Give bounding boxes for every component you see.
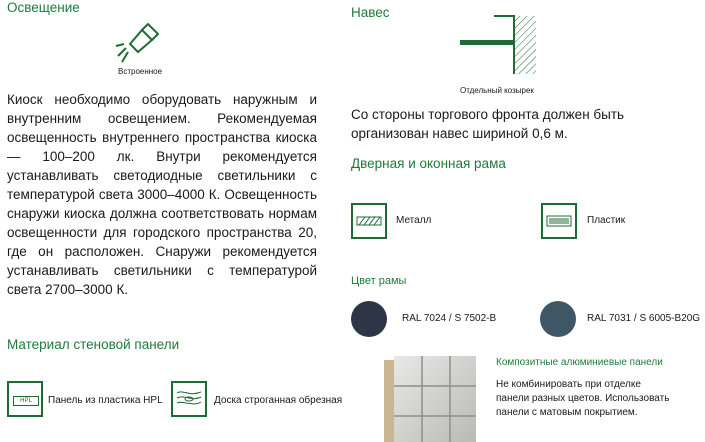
plastic-lines-icon — [541, 203, 577, 239]
lighting-heading: Освещение — [7, 0, 80, 15]
canopy-icon — [458, 14, 538, 76]
color-swatch-7024 — [351, 301, 387, 337]
lighting-text: Киоск необходимо оборудовать наружным и внутренним освещением. Рекомендуемая освещенность внутреннего пространства киоска — 100–200 лк. Внутри рекомендуется устанавливать светодиодные светильники с температурой света 3000–4000 К. Освещенность снаружи киоска должна соответствовать нормам освещенности для городского пространства 20, где он расположен. Снаружи рекомендуется устанавливать светильники с температурой света 2700–3000 К. — [7, 92, 317, 297]
color-label-7024: RAL 7024 / S 7502-B — [402, 313, 497, 324]
wood-grain-icon — [171, 381, 207, 417]
lighting-icon-caption: Встроенное — [118, 67, 163, 76]
wall-heading: Материал стеновой панели — [7, 337, 180, 352]
canopy-icon-caption: Отдельный козырек — [460, 86, 534, 95]
wood-option-label: Доска строганная обрезная — [214, 395, 343, 406]
canopy-heading: Навес — [351, 5, 390, 20]
color-label-7031: RAL 7031 / S 6005-B20G — [587, 313, 701, 324]
metal-hatch-icon — [351, 203, 387, 239]
plastic-option-label: Пластик — [587, 215, 626, 226]
spotlight-icon — [112, 22, 162, 64]
composite-text: Не комбинировать при отделке панели разных цветов. Использовать панели с матовым покрытием. — [496, 379, 670, 418]
composite-heading: Композитные алюминиевые панели — [496, 357, 663, 368]
hpl-option-label: Панель из пластика HPL — [48, 395, 163, 406]
hpl-badge: HPL — [13, 396, 39, 406]
frame-heading: Дверная и оконная рама — [351, 156, 506, 171]
metal-option-label: Металл — [396, 215, 432, 226]
canopy-text: Со стороны торгового фронта должен быть организован навес шириной 0,6 м. — [351, 107, 625, 141]
color-swatch-7031 — [540, 301, 576, 337]
frame-color-heading: Цвет рамы — [351, 275, 407, 287]
composite-panel-image — [384, 352, 476, 442]
hpl-option-icon — [7, 381, 43, 417]
